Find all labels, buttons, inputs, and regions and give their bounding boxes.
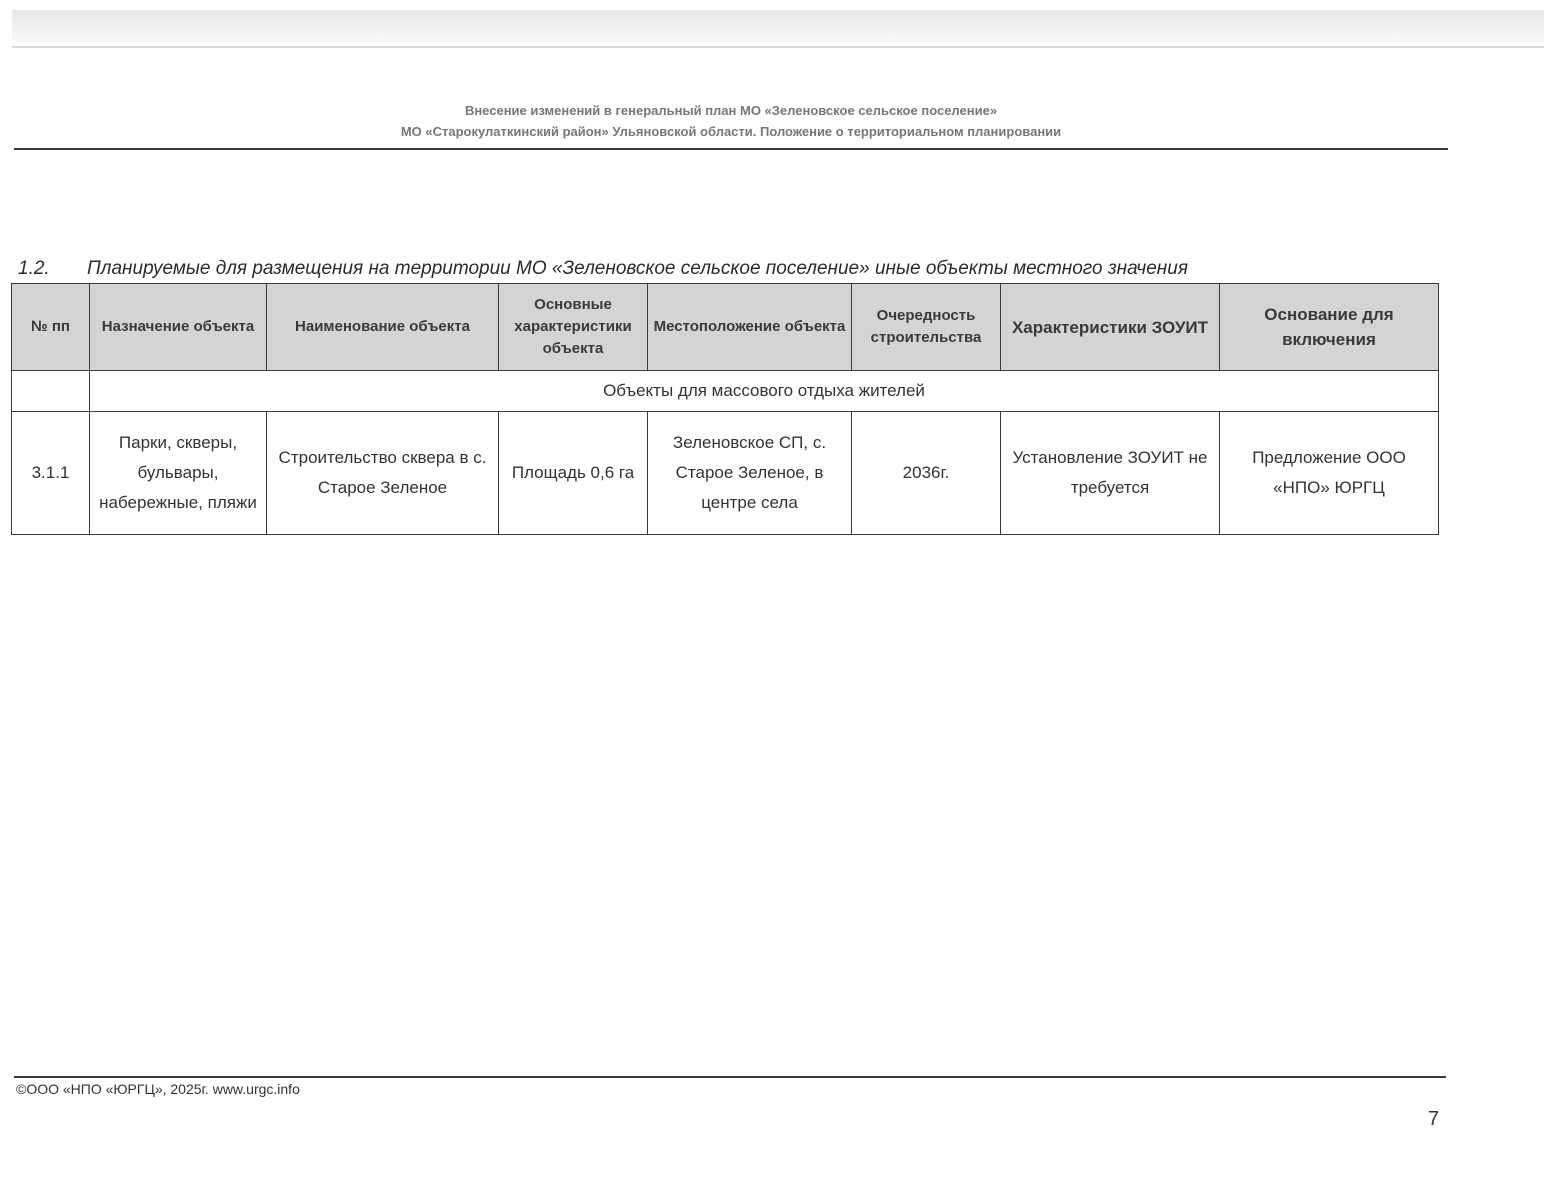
header-cell-stage: Очередность строительства	[852, 284, 1001, 371]
table-header-row	[12, 284, 1439, 371]
objects-table	[11, 283, 1439, 535]
group-row-empty-cell	[12, 371, 90, 412]
table-group-row	[12, 371, 1439, 412]
cell-name: Строительство сквера в с. Старое Зеленое	[267, 412, 499, 535]
page-header	[0, 100, 1462, 142]
header-cell-number: № пп	[12, 284, 90, 371]
cell-basis: Предложение ООО «НПО» ЮРГЦ	[1220, 412, 1439, 535]
header-line-2: МО «Старокулаткинский район» Ульяновской области. Положение о территориальном планировании	[400, 124, 1062, 139]
header-cell-characteristics: Основные характеристики объекта	[499, 284, 648, 371]
header-cell-name: Наименование объекта	[267, 284, 499, 371]
header-cell-zouit: Характеристики ЗОУИТ	[1001, 284, 1220, 371]
footer-divider	[14, 1076, 1446, 1078]
cell-characteristics: Площадь 0,6 га	[499, 412, 648, 535]
header-line-1: Внесение изменений в генеральный план МО «Зеленовское сельское поселение»	[464, 103, 998, 118]
cell-purpose: Парки, скверы, бульвары, набережные, пляжи	[90, 412, 267, 535]
header-cell-basis: Основание для включения	[1220, 284, 1439, 371]
footer-copyright: ©ООО «НПО «ЮРГЦ», 2025г. www.urgc.info	[16, 1081, 300, 1097]
section-title-text: Планируемые для размещения на территории МО «Зеленовское сельское поселение» иные объекты местного значения	[87, 258, 1188, 279]
header-cell-location: Местоположение объекта	[648, 284, 852, 371]
cell-location: Зеленовское СП, с. Старое Зеленое, в центре села	[648, 412, 852, 535]
table-row	[12, 412, 1439, 535]
header-cell-purpose: Назначение объекта	[90, 284, 267, 371]
section-number: 1.2.	[18, 258, 50, 279]
header-divider	[14, 148, 1448, 150]
page-number: 7	[1428, 1108, 1440, 1130]
section-heading	[18, 258, 1438, 280]
scan-artifact-line	[12, 46, 1544, 48]
cell-number: 3.1.1	[12, 412, 90, 535]
cell-zouit: Установление ЗОУИТ не требуется	[1001, 412, 1220, 535]
scan-artifact-band	[12, 10, 1544, 44]
cell-stage: 2036г.	[852, 412, 1001, 535]
group-label: Объекты для массового отдыха жителей	[90, 371, 1439, 412]
